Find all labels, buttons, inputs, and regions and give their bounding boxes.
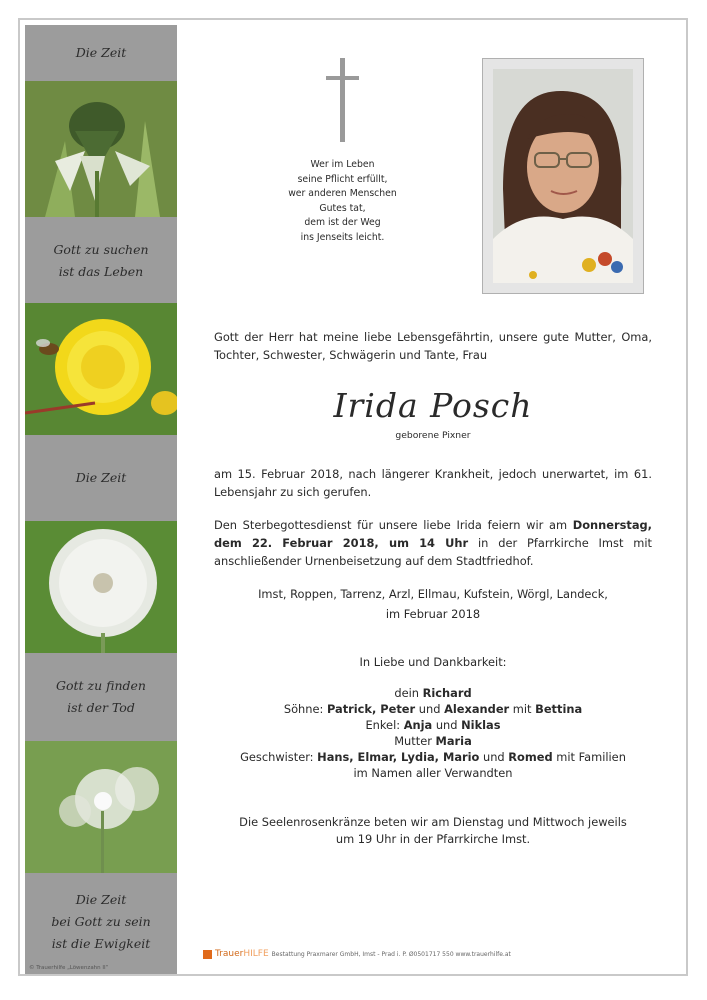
sidebar-line: Gott zu finden: [56, 678, 146, 693]
poem-line: dem ist der Weg: [304, 217, 381, 228]
sidebar-line: ist das Leben: [58, 264, 144, 279]
death-notice: am 15. Februar 2018, nach längerer Krankheit, jedoch unerwartet, im 61. Lebensjahr zu sich gerufen.: [214, 467, 652, 499]
poem-line: wer anderen Menschen: [288, 188, 397, 199]
poem-line: seine Pflicht erfüllt,: [297, 173, 388, 185]
intro-text: Gott der Herr hat meine liebe Lebensgefährtin, unsere gute Mutter, Oma, Tochter, Schwester, Schwägerin und Tante, Frau: [214, 330, 652, 362]
poem-line: Wer im Leben: [310, 159, 375, 170]
family-list: [214, 685, 652, 781]
sidebar-line: Die Zeit: [75, 45, 127, 60]
rosary-line: Die Seelenrosenkränze beten wir am Dienstag und Mittwoch jeweils: [239, 815, 627, 829]
sidebar-line: ist die Ewigkeit: [51, 936, 151, 951]
sidebar-line: Die Zeit: [75, 892, 127, 907]
dandelion-bud-image: [25, 81, 177, 217]
birth-name: geborene Pixner: [395, 430, 471, 441]
love-line: In Liebe und Dankbarkeit:: [359, 655, 507, 669]
dandelion-seeds-image: [25, 741, 177, 873]
portrait-photo: [493, 69, 633, 283]
rosary-line: um 19 Uhr in der Pfarrkirche Imst.: [335, 832, 531, 846]
poem-line: Gutes tat,: [319, 202, 366, 214]
sidebar-text-1: [25, 25, 177, 81]
places-line: Imst, Roppen, Tarrenz, Arzl, Ellmau, Kufstein, Wörgl, Landeck,: [258, 587, 608, 601]
trauerhilfe-logo-text: TrauerHILFE: [215, 949, 269, 959]
family-row-sons: Söhne: Patrick, Peter und Alexander mit Bettina: [283, 702, 583, 716]
sidebar-text-5: [25, 873, 177, 974]
dandelion-seedhead-image: [25, 521, 177, 653]
service-date: Donnerstag, dem 22. Februar 2018, um 14 Uhr: [214, 518, 652, 550]
sidebar-line: ist der Tod: [67, 700, 135, 715]
rosary-notice: [214, 814, 652, 848]
sidebar-text-3: [25, 435, 177, 521]
image-credit: © Trauerhilfe „Löwenzahn II“: [29, 965, 109, 971]
sidebar-text-4: [25, 653, 177, 741]
sidebar-text-2: [25, 217, 177, 303]
sidebar-line: Die Zeit: [75, 470, 127, 485]
cross-icon: [326, 58, 359, 142]
date-line: im Februar 2018: [385, 607, 481, 621]
deceased-name: Irida Posch: [333, 386, 533, 425]
family-row-partner: dein Richard: [394, 686, 472, 700]
sidebar-line: bei Gott zu sein: [51, 914, 151, 929]
footer: [203, 949, 511, 959]
footer-text: Bestattung Praxmarer GmbH, Imst - Prad i. P. Ø0501717 550 www.trauerhilfe.at: [271, 950, 511, 958]
dandelion-flower-image: [25, 303, 177, 435]
family-row-relatives: im Namen aller Verwandten: [353, 766, 513, 780]
poem-line: ins Jenseits leicht.: [300, 231, 385, 243]
family-row-siblings: Geschwister: Hans, Elmar, Lydia, Mario und Romed mit Familien: [240, 750, 626, 764]
places: [214, 584, 652, 624]
poem: [265, 158, 420, 245]
sidebar: [25, 25, 177, 974]
sidebar-line: Gott zu suchen: [53, 242, 149, 257]
portrait-frame: [482, 58, 644, 294]
funeral-service-text: Den Sterbegottesdienst für unsere liebe Irida feiern wir am Donnerstag, dem 22. Februar 2018, um 14 Uhr in der Pfarrkirche Imst mit anschließender Urnenbeisetzung auf dem Stadtfriedhof.: [214, 518, 652, 568]
family-row-mother: Mutter Maria: [394, 734, 472, 748]
trauerhilfe-logo-icon: [203, 950, 212, 959]
family-row-grandchildren: Enkel: Anja und Niklas: [365, 718, 501, 732]
